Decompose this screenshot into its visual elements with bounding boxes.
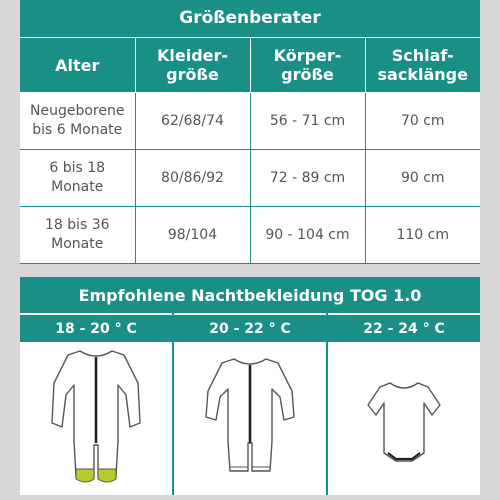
temperature-range: 22 - 24 ° C (328, 313, 480, 342)
header-body-size: Körper- größe (250, 38, 365, 93)
temperature-column (172, 313, 326, 495)
footed-sleepsuit-icon (50, 343, 142, 493)
temperature-columns (20, 313, 480, 495)
sleepingbag-length-cell: 90 cm (365, 150, 480, 207)
clothing-size-cell: 98/104 (135, 207, 250, 264)
age-cell: Neugeborene bis 6 Monate (20, 93, 135, 150)
clothing-size-cell: 62/68/74 (135, 93, 250, 150)
header-age: Alter (20, 38, 135, 93)
short-sleeve-bodysuit-icon (358, 343, 450, 493)
age-cell: 6 bis 18 Monate (20, 150, 135, 207)
clothing-size-cell: 80/86/92 (135, 150, 250, 207)
sleepingbag-length-cell: 110 cm (365, 207, 480, 264)
body-size-cell: 56 - 71 cm (250, 93, 365, 150)
tog-panel (20, 277, 480, 495)
table-row (20, 150, 480, 207)
sleepingbag-length-cell: 70 cm (365, 93, 480, 150)
size-table (20, 37, 480, 264)
footless-sleepsuit-icon (204, 343, 296, 493)
size-table-header (20, 38, 480, 93)
table-row (20, 207, 480, 264)
temperature-range: 20 - 22 ° C (174, 313, 326, 342)
tog-title: Empfohlene Nachtbekleidung TOG 1.0 (20, 277, 480, 313)
age-cell: 18 bis 36 Monate (20, 207, 135, 264)
temperature-column (20, 313, 172, 495)
size-guide-title: Größenberater (20, 0, 480, 37)
size-guide-panel (20, 0, 480, 263)
body-size-cell: 72 - 89 cm (250, 150, 365, 207)
table-row (20, 93, 480, 150)
header-clothing-size: Kleider- größe (135, 38, 250, 93)
temperature-column (326, 313, 480, 495)
body-size-cell: 90 - 104 cm (250, 207, 365, 264)
temperature-range: 18 - 20 ° C (20, 313, 172, 342)
header-sleepingbag-length: Schlaf- sacklänge (365, 38, 480, 93)
